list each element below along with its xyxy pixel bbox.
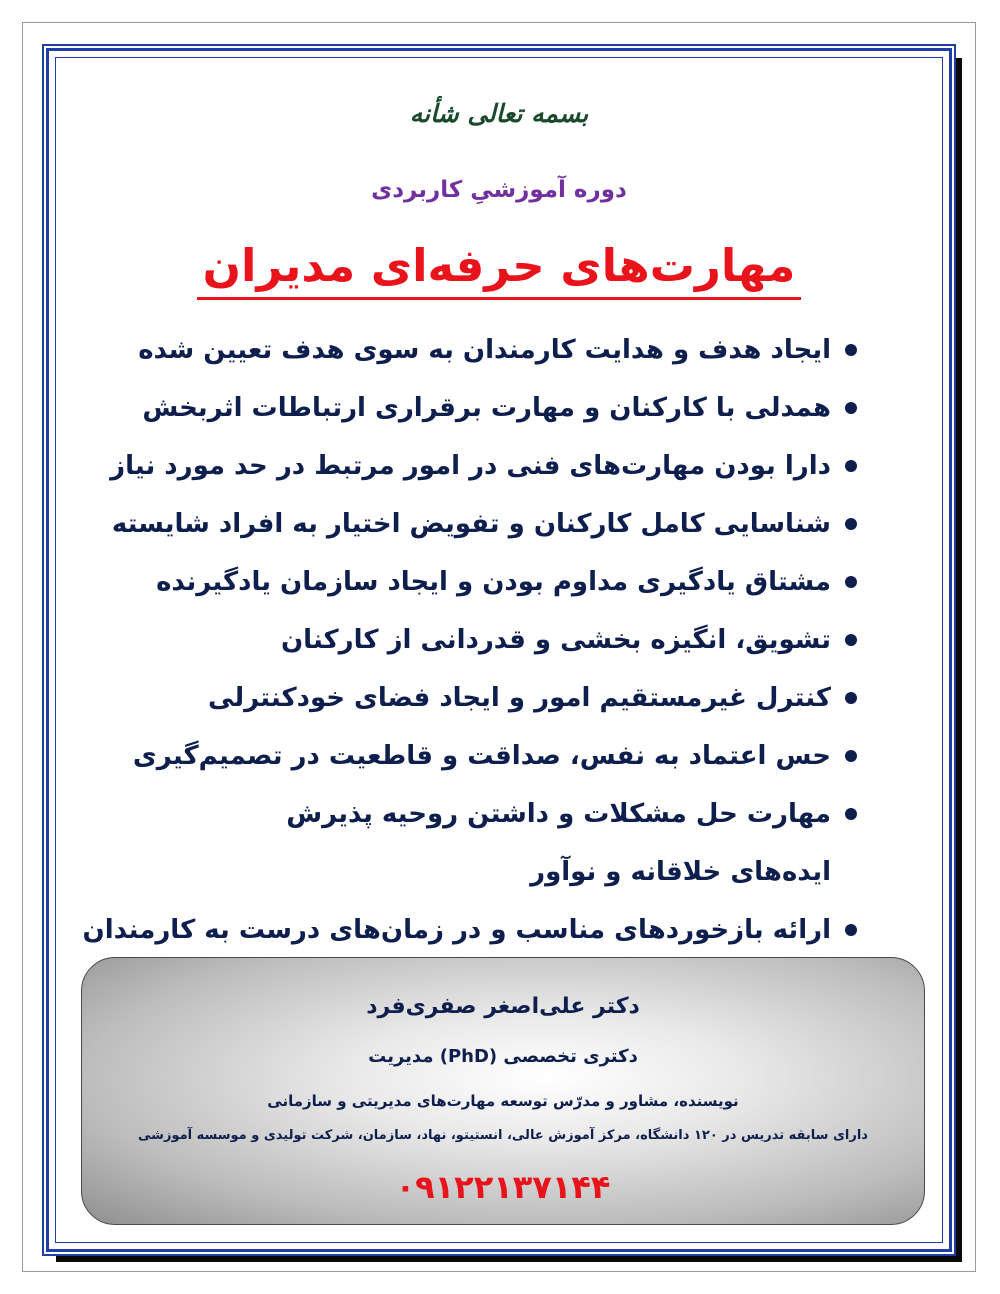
instructor-phone: ۰۹۱۲۲۱۳۷۱۴۴ xyxy=(395,1168,611,1206)
skills-list xyxy=(82,321,861,959)
skill-item: کنترل غیرمستقیم امور و ایجاد فضای خودکنترلی xyxy=(109,669,861,727)
instructor-name: دکتر علی‌اصغر صفری‌فرد xyxy=(366,994,640,1019)
skill-item: شناسایی کامل کارکنان و تفویض اختیار به افراد شایسته xyxy=(109,495,861,553)
basmala-heading: بسمه تعالی شأنه xyxy=(409,99,589,128)
instructor-box xyxy=(81,957,925,1225)
instructor-degree: دکتری تخصصی (PhD) مدیریت xyxy=(368,1046,638,1067)
skill-item: مشتاق یادگیری مداوم بودن و ایجاد سازمان یادگیرنده xyxy=(109,553,861,611)
poster-frame xyxy=(46,48,952,1252)
skill-item: دارا بودن مهارت‌های فنی در امور مرتبط در حد مورد نیاز xyxy=(109,437,861,495)
skill-item: تشویق، انگیزه بخشی و قدردانی از کارکنان xyxy=(109,611,861,669)
course-title-wrap xyxy=(49,239,949,300)
skill-item: ارائه بازخوردهای مناسب و در زمان‌های درست به کارمندان xyxy=(109,901,861,959)
skill-item: حس اعتماد به نفس، صداقت و قاطعیت در تصمیم‌گیری xyxy=(109,727,861,785)
skill-item: همدلی با کارکنان و مهارت برقراری ارتباطات اثربخش xyxy=(109,379,861,437)
course-title: مهارت‌های حرفه‌ای مدیران xyxy=(197,239,802,300)
instructor-teaching-history: دارای سابقه تدریس در ۱۲۰ دانشگاه، مرکز آموزش عالی، انستیتو، نهاد، سازمان، شرکت تولیدی و موسسه آموزشی xyxy=(138,1128,868,1143)
instructor-role: نویسنده، مشاور و مدرّس توسعه مهارت‌های مدیریتی و سازمانی xyxy=(267,1092,739,1110)
course-subtitle: دوره آموزشیِ کاربردی xyxy=(371,177,627,203)
skill-item: ایجاد هدف و هدایت کارمندان به سوی هدف تعیین شده xyxy=(109,321,861,379)
skill-item: مهارت حل مشکلات و داشتن روحیه پذیرش ایده‌های خلاقانه و نوآور xyxy=(191,785,861,901)
